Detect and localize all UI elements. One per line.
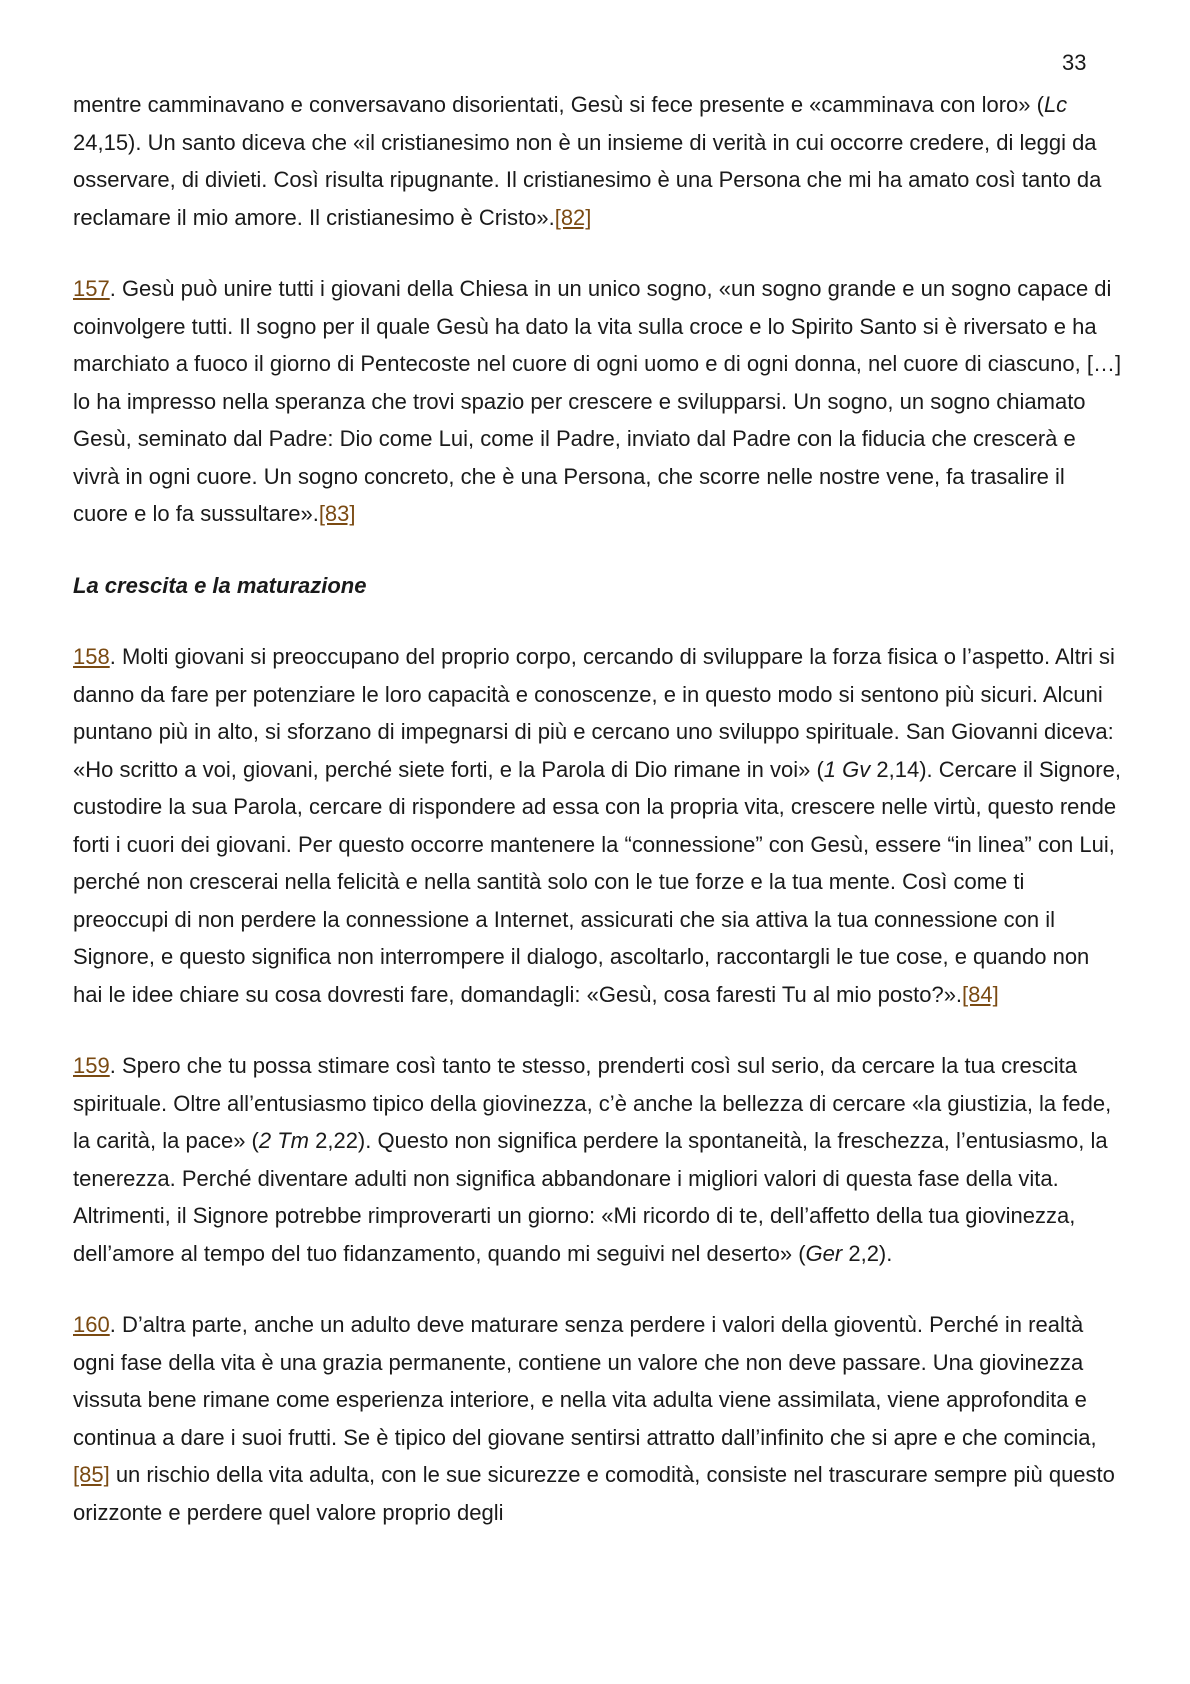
footnote-link-83[interactable]: [83] [318,501,356,526]
section-heading: La crescita e la maturazione [73,572,367,598]
paragraph-158: 158. Molti giovani si preoccupano del proprio corpo, cercando di sviluppare la forza fisica o l’aspetto. Altri si danno da fare per potenziare le loro capacità e conoscenze, e in questo modo si sentono più sicuri. Alcuni puntano più in alto, si sforzano di impegnarsi di più e cercano uno sviluppo spirituale. San Giovanni diceva: «Ho scritto a voi, giovani, perché siete forti, e la Parola di Dio rimane in voi» (1 Gv 2,14). Cercare il Signore, custodire la sua Parola, cercare di rispondere ad essa con la propria vita, crescere nelle virtù, questo rende forti i cuori dei giovani. Per questo occorre mantenere la “connessione” con Gesù, essere “in linea” con Lui, perché non crescerai nella felicità e nella santità solo con le tue forze e la tua mente. Così come ti preoccupi di non perdere la connessione a Internet, assicurati che sia attiva la tua connessione con il Signore, e questo significa non interrompere il dialogo, ascoltarlo, raccontargli le tue cose, e quando non hai le idee chiare su cosa dovresti fare, domandagli: «Gesù, cosa faresti Tu al mio posto?».[84] [73,644,1121,1007]
paragraph-number-link[interactable]: 157 [73,276,110,301]
paragraph-continuation: mentre camminavano e conversavano disorientati, Gesù si fece presente e «camminava con loro» (Lc 24,15). Un santo diceva che «il cristianesimo non è un insieme di verità in cui occorre credere, di leggi da osservare, di divieti. Così risulta ripugnante. Il cristianesimo è una Persona che mi ha amato così tanto da reclamare il mio amore. Il cristianesimo è Cristo».[82] [73,92,1102,230]
paragraph-157: 157. Gesù può unire tutti i giovani della Chiesa in un unico sogno, «un sogno grande e un sogno capace di coinvolgere tutti. Il sogno per il quale Gesù ha dato la vita sulla croce e lo Spirito Santo si è riversato e ha marchiato a fuoco il giorno di Pentecoste nel cuore di ogni uomo e di ogni donna, nel cuore di ciascuno, […] lo ha impresso nella speranza che trovi spazio per crescere e svilupparsi. Un sogno, un sogno chiamato Gesù, seminato dal Padre: Dio come Lui, come il Padre, inviato dal Padre con la fiducia che crescerà e vivrà in ogni cuore. Un sogno concreto, che è una Persona, che scorre nelle nostre vene, fa trasalire il cuore e lo fa sussultare».[83] [73,276,1122,526]
citation: 1 Gv [823,756,871,782]
footnote-link-82[interactable]: [82] [554,204,592,230]
paragraph-160: 160. D’altra parte, anche un adulto deve maturare senza perdere i valori della gioventù. Perché in realtà ogni fase della vita è una grazia permanente, contiene un valore che non deve passare. Una giovinezza vissuta bene rimane come esperienza interiore, e nella vita adulta viene assimilata, viene approfondita e continua a dare i suoi frutti. Se è tipico del giovane sentirsi attratto dall’infinito che si apre e che comincia,[85] un rischio della vita adulta, con le sue sicurezze e comodità, consiste nel trascurare sempre più questo orizzonte e perdere quel valore proprio degli [73,1312,1115,1525]
citation: Lc [1043,92,1068,117]
citation: Ger [805,1240,843,1266]
page-number: 33 [1062,50,1087,75]
citation: 2 Tm [258,1128,309,1153]
paragraph-number-link[interactable]: 160 [73,1312,110,1337]
paragraph-number-link[interactable]: 159 [73,1053,110,1078]
footnote-link-85[interactable]: [85] [73,1462,110,1487]
document-body [73,86,1123,1565]
paragraph-159: 159. Spero che tu possa stimare così tanto te stesso, prenderti così sul serio, da cercare la tua crescita spirituale. Oltre all’entusiasmo tipico della giovinezza, c’è anche la bellezza di cercare «la giustizia, la fede, la carità, la pace» (2 Tm 2,22). Questo non significa perdere la spontaneità, la freschezza, l’entusiasmo, la tenerezza. Perché diventare adulti non significa abbandonare i migliori valori di questa fase della vita. Altrimenti, il Signore potrebbe rimproverarti un giorno: «Mi ricordo di te, dell’affetto della tua giovinezza, dell’amore al tempo del tuo fidanzamento, quando mi seguivi nel deserto» (Ger 2,2). [73,1053,1112,1266]
footnote-link-84[interactable]: [84] [962,981,999,1007]
paragraph-number-link[interactable]: 158 [73,644,110,669]
